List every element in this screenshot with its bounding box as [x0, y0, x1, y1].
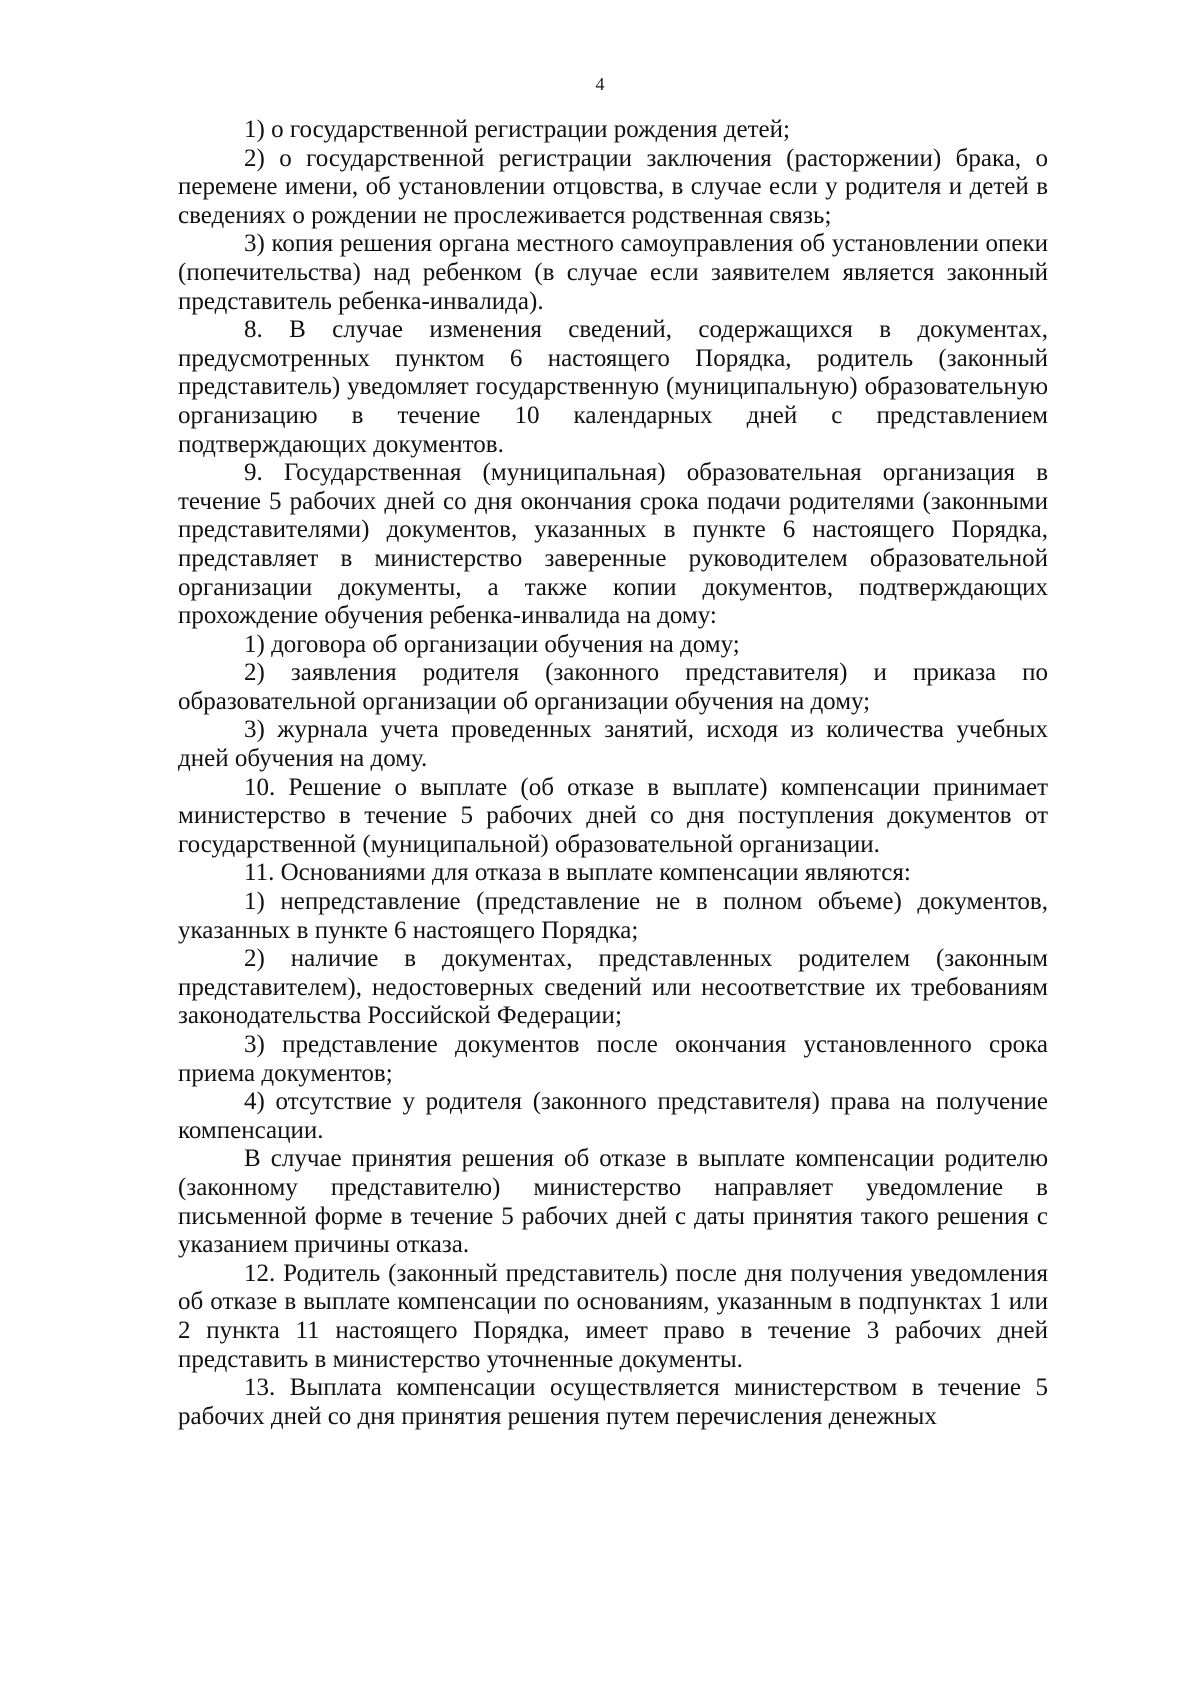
- paragraph-section-9: 9. Государственная (муниципальная) образовательная организация в течение 5 рабочих дней со дня окончания срока подачи родителями (законными представителями) документов, указанных в пункте 6 настоящего Порядка, представляет в министерство заверенные руководителем образовательной организации документы, а также копии документов, подтверждающих прохождение обучения ребенка-инвалида на дому:: [178, 459, 1048, 630]
- paragraph-section-13: 13. Выплата компенсации осуществляется министерством в течение 5 рабочих дней со дня принятия решения путем перечисления денежных: [178, 1374, 1048, 1430]
- paragraph-11-item-3: 3) представление документов после окончания установленного срока приема документов;: [178, 1031, 1048, 1087]
- paragraph-9-item-1: 1) договора об организации обучения на дому;: [244, 630, 740, 658]
- paragraph-11-item-2: 2) наличие в документах, представленных родителем (законным представителем), недостоверных сведений или несоответствие их требованиям законодательства Российской Федерации;: [178, 945, 1048, 1030]
- paragraph-9-item-3: 3) журнала учета проведенных занятий, исходя из количества учебных дней обучения на дому.: [178, 716, 1048, 773]
- paragraph-11-item-4: 4) отсутствие у родителя (законного представителя) права на получение компенсации.: [178, 1088, 1048, 1144]
- paragraph-section-10: 10. Решение о выплате (об отказе в выплате) компенсации принимает министерство в течение 5 рабочих дней со дня поступления документов от государственной (муниципальной) образовательной организации.: [178, 773, 1048, 858]
- paragraph-item-3: 3) копия решения органа местного самоуправления об установлении опеки (попечительства) над ребенком (в случае если заявителем является законный представитель ребенка-инвалида).: [178, 230, 1048, 315]
- paragraph-item-1: 1) о государственной регистрации рождения детей;: [244, 116, 790, 143]
- paragraph-section-11: 11. Основаниями для отказа в выплате компенсации являются:: [244, 859, 911, 887]
- paragraph-refusal-notice: В случае принятия решения об отказе в выплате компенсации родителю (законному представителю) министерство направляет уведомление в письменной форме в течение 5 рабочих дней с даты принятия такого решения с указанием причины отказа.: [178, 1145, 1048, 1259]
- paragraph-11-item-1: 1) непредставление (представление не в полном объеме) документов, указанных в пункте 6 настоящего Порядка;: [178, 888, 1048, 944]
- document-body: [178, 116, 1048, 1431]
- paragraph-9-item-2: 2) заявления родителя (законного представителя) и приказа по образовательной организации об организации обучения на дому;: [178, 659, 1048, 715]
- paragraph-item-2: 2) о государственной регистрации заключения (расторжении) брака, о перемене имени, об установлении отцовства, в случае если у родителя и детей в сведениях о рождении не прослеживается родственная связь;: [178, 144, 1048, 229]
- paragraph-section-12: 12. Родитель (законный представитель) после дня получения уведомления об отказе в выплате компенсации по основаниям, указанным в подпунктах 1 или 2 пункта 11 настоящего Порядка, имеет право в течение 3 рабочих дней представить в министерство уточненные документы.: [178, 1259, 1048, 1373]
- paragraph-section-8: 8. В случае изменения сведений, содержащихся в документах, предусмотренных пунктом 6 настоящего Порядка, родитель (законный представитель) уведомляет государственную (муниципальную) образовательную организацию в течение 10 календарных дней с представлением подтверждающих документов.: [178, 316, 1048, 458]
- page-number: 4: [595, 74, 605, 94]
